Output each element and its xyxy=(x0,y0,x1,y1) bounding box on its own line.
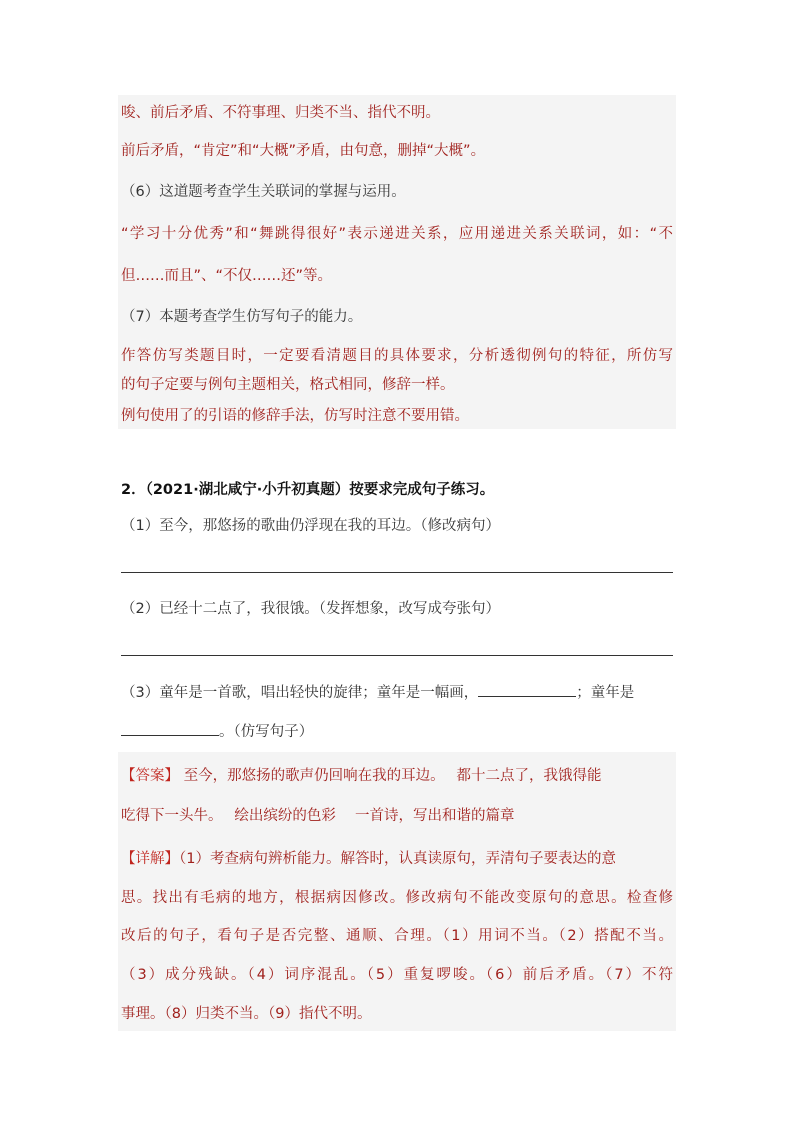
answer-line-2: 吃得下一头牛。 绘出缤纷的色彩 一首诗，写出和谐的篇章 xyxy=(121,808,515,824)
solution-line: 前后矛盾，“肯定”和“大概”矛盾，由句意，删掉“大概”。 xyxy=(121,143,486,159)
solution-line: 但……而且”、“不仅……还”等。 xyxy=(121,268,333,284)
question-title: 2．（2021·湖北咸宁·小升初真题）按要求完成句子练习。 xyxy=(121,482,495,498)
question-text: （3）童年是一首歌，唱出轻快的旋律；童年是一幅画， xyxy=(121,685,479,701)
question-text: 。（仿写句子） xyxy=(219,724,314,740)
explain-line: 事理。（8）归类不当。（9）指代不明。 xyxy=(121,1006,372,1022)
explain-line: 思。找出有毛病的地方，根据病因修改。修改病句不能改变原句的意思。检查修 xyxy=(121,890,673,906)
solution-line: 作答仿写类题目时，一定要看清题目的具体要求，分析透彻例句的特征，所仿写 xyxy=(121,348,673,364)
answer-line-1 xyxy=(121,764,601,785)
solution-line: 唆、前后矛盾、不符事理、归类不当、指代不明。 xyxy=(121,105,440,121)
explain-line: 改后的句子，看句子是否完整、通顺、合理。（1）用词不当。（2）搭配不当。 xyxy=(121,928,673,944)
explain-line-1 xyxy=(121,847,616,868)
answer-label: 【答案】 xyxy=(121,768,179,784)
solution-line: 的句子定要与例句主题相关，格式相同，修辞一样。 xyxy=(121,377,455,393)
answer-text: 至今，那悠扬的歌声仍回响在我的耳边。 都十二点了，我饿得能 xyxy=(183,768,602,784)
explain-line: （3）成分残缺。（4）词序混乱。（5）重复啰唆。（6）前后矛盾。（7）不符 xyxy=(121,967,673,983)
answer-line[interactable] xyxy=(121,572,673,573)
question-part: （1）至今，那悠扬的歌曲仍浮现在我的耳边。（修改病句） xyxy=(121,518,500,534)
question-part xyxy=(121,720,313,741)
solution-heading: （6）这道题考查学生关联词的掌握与运用。 xyxy=(121,184,406,200)
solution-line: 例句使用了的引语的修辞手法，仿写时注意不要用错。 xyxy=(121,408,469,424)
question-part: （2）已经十二点了，我很饿。（发挥想象，改写成夸张句） xyxy=(121,601,500,617)
fill-blank[interactable] xyxy=(478,682,576,697)
solution-line: “学习十分优秀”和“舞跳得很好”表示递进关系，应用递进关系关联词，如：“不 xyxy=(121,226,673,242)
explain-text: （1）考查病句辨析能力。解答时，认真读原句，弄清句子要表达的意 xyxy=(179,851,616,867)
question-part xyxy=(121,681,634,702)
solution-heading: （7）本题考查学生仿写句子的能力。 xyxy=(121,309,363,325)
answer-line[interactable] xyxy=(121,655,673,656)
fill-blank[interactable] xyxy=(121,721,219,736)
explain-label: 【详解】 xyxy=(121,851,179,867)
question-text: ；童年是 xyxy=(576,685,635,701)
